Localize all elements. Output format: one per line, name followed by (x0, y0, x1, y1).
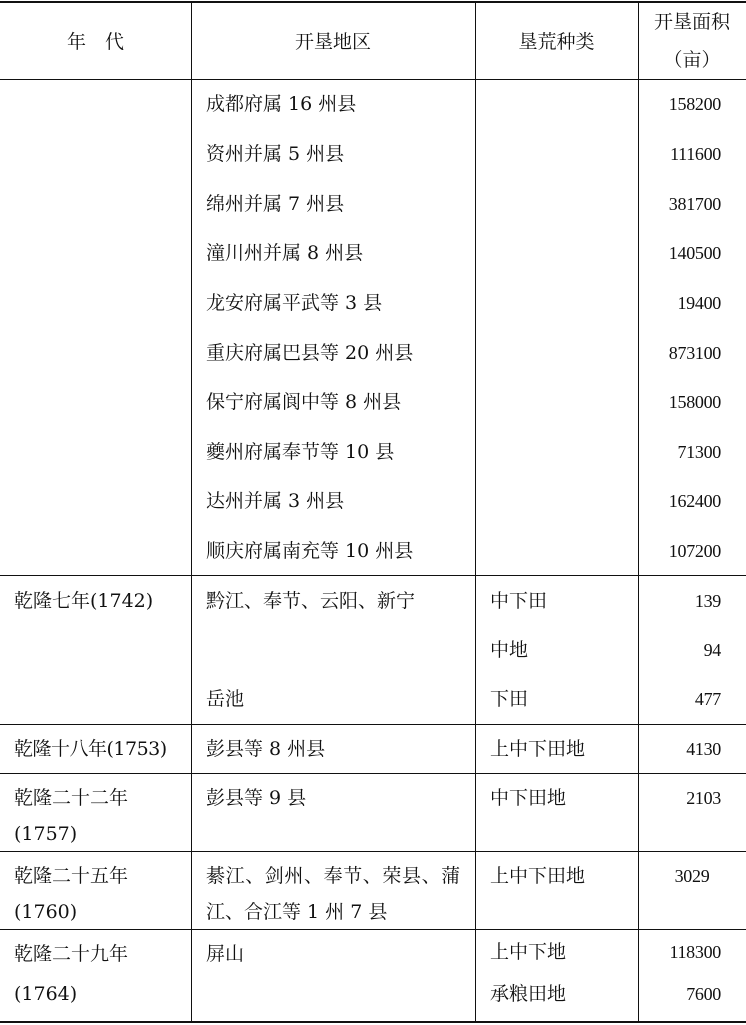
top-rule (0, 1, 746, 3)
header-area-unit: （亩） (663, 49, 721, 71)
area-cell: 3029 (674, 866, 710, 886)
column-divider (191, 2, 192, 1022)
area-cell: 2103 (686, 788, 721, 808)
region-cell: 彭县等 9 县 (206, 787, 307, 809)
area-cell: 107200 (668, 541, 721, 561)
column-divider (475, 2, 476, 1022)
region-cell: 江、合江等 1 州 7 县 (206, 901, 388, 923)
type-cell: 上中下田地 (490, 865, 586, 887)
type-cell: 上中下田地 (490, 738, 586, 760)
region-cell: 黔江、奉节、云阳、新宁 (206, 590, 416, 612)
era-cell-year: (1760) (14, 901, 78, 923)
type-cell: 中下田地 (490, 787, 567, 809)
area-cell: 71300 (677, 442, 721, 462)
area-cell: 140500 (668, 243, 721, 263)
region-cell: 屏山 (206, 943, 245, 965)
area-cell: 118300 (669, 942, 721, 962)
area-cell: 7600 (686, 984, 721, 1004)
header-region: 开垦地区 (294, 31, 371, 53)
region-cell: 成都府属 16 州县 (206, 93, 357, 115)
region-cell: 保宁府属阆中等 8 州县 (206, 391, 402, 413)
row-divider (0, 724, 746, 725)
type-cell: 下田 (490, 688, 529, 710)
region-cell: 顺庆府属南充等 10 州县 (206, 540, 414, 562)
area-cell: 477 (694, 689, 721, 709)
region-cell: 夔州府属奉节等 10 县 (206, 441, 395, 463)
type-cell: 上中下地 (490, 941, 567, 963)
area-cell: 94 (703, 640, 721, 660)
area-cell: 162400 (668, 491, 721, 511)
region-cell: 绵州并属 7 州县 (206, 193, 345, 215)
area-cell: 139 (694, 591, 721, 611)
region-cell: 岳池 (206, 688, 245, 710)
type-cell: 承粮田地 (490, 983, 567, 1005)
row-divider (0, 929, 746, 930)
header-area: 开垦面积 (653, 11, 730, 33)
era-cell-year: (1764) (14, 983, 78, 1005)
type-cell: 中下田 (490, 590, 548, 612)
area-cell: 111600 (670, 144, 721, 164)
era-cell: 乾隆七年(1742) (14, 590, 154, 612)
area-cell: 873100 (668, 343, 721, 363)
era-cell-year: (1757) (14, 823, 78, 845)
region-cell: 资州并属 5 州县 (206, 143, 345, 165)
header-era: 年 代 (66, 31, 124, 53)
era-cell: 乾隆二十二年 (14, 787, 129, 809)
region-cell: 重庆府属巴县等 20 州县 (206, 342, 414, 364)
area-cell: 158000 (668, 392, 721, 412)
area-cell: 4130 (686, 739, 721, 759)
region-cell: 达州并属 3 州县 (206, 490, 345, 512)
era-cell: 乾隆二十九年 (14, 943, 129, 965)
row-divider (0, 851, 746, 852)
area-cell: 19400 (677, 293, 721, 313)
header-land-type: 垦荒种类 (518, 31, 595, 53)
area-cell: 158200 (668, 94, 721, 114)
row-divider (0, 575, 746, 576)
region-cell: 龙安府属平武等 3 县 (206, 292, 383, 314)
region-cell: 彭县等 8 州县 (206, 738, 326, 760)
region-cell: 綦江、剑州、奉节、荣县、蒲 (206, 865, 461, 887)
type-cell: 中地 (490, 639, 529, 661)
row-divider (0, 773, 746, 774)
region-cell: 潼川州并属 8 州县 (206, 242, 364, 264)
area-cell: 381700 (668, 194, 721, 214)
bottom-rule (0, 1021, 746, 1023)
era-cell: 乾隆二十五年 (14, 865, 129, 887)
era-cell: 乾隆十八年(1753) (14, 738, 167, 760)
header-rule (0, 79, 746, 80)
